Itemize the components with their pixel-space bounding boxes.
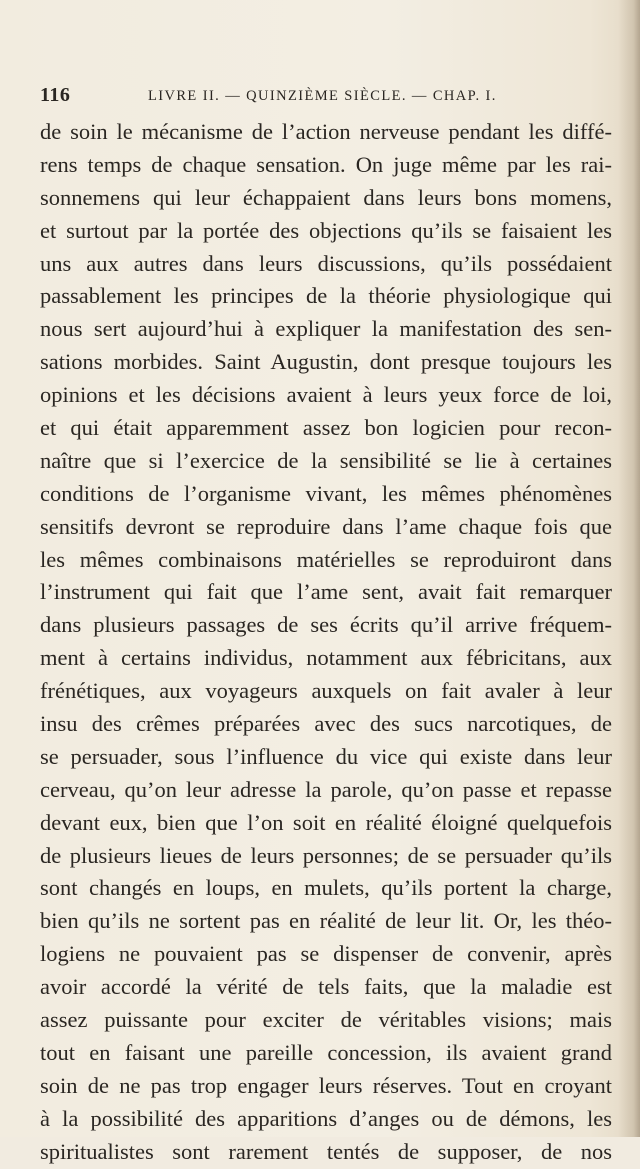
text-line: dans plusieurs passages de ses écrits qu’il arrive fréquem-	[40, 612, 612, 638]
page-number: 116	[40, 84, 71, 106]
chapter-header: LIVRE II. — QUINZIÈME SIÈCLE. — CHAP. I.	[148, 88, 497, 104]
text-line: uns aux autres dans leurs discussions, qu’ils possédaient	[40, 250, 612, 276]
page-edge-shadow	[618, 0, 640, 1137]
running-head	[40, 84, 612, 114]
text-line: nous sert aujourd’hui à expliquer la manifestation des sen-	[40, 316, 612, 342]
text-line: sations morbides. Saint Augustin, dont presque toujours les	[40, 349, 612, 375]
text-line: à la possibilité des apparitions d’anges ou de démons, les	[40, 1105, 612, 1131]
text-line: cerveau, qu’on leur adresse la parole, qu’on passe et repasse	[40, 776, 612, 802]
text-line: rens temps de chaque sensation. On juge même par les rai-	[40, 151, 612, 177]
text-line: frénétiques, aux voyageurs auxquels on fait avaler à leur	[40, 678, 612, 704]
text-line: spiritualistes sont rarement tentés de supposer, de nos	[40, 1138, 612, 1164]
text-line: bien qu’ils ne sortent pas en réalité de leur lit. Or, les théo-	[40, 908, 612, 934]
text-line: passablement les principes de la théorie physiologique qui	[40, 283, 612, 309]
text-line: opinions et les décisions avaient à leurs yeux force de loi,	[40, 382, 612, 408]
text-line: naître que si l’exercice de la sensibilité se lie à certaines	[40, 447, 612, 473]
text-line: et surtout par la portée des objections qu’ils se faisaient les	[40, 217, 612, 243]
body-text	[40, 116, 612, 1169]
text-line: et qui était apparemment assez bon logicien pour recon-	[40, 415, 612, 441]
text-line: soin de ne pas trop engager leurs réserves. Tout en croyant	[40, 1072, 612, 1098]
text-line: avoir accordé la vérité de tels faits, que la maladie est	[40, 974, 612, 1000]
text-line: de soin le mécanisme de l’action nerveuse pendant les diffé-	[40, 119, 612, 144]
text-line: l’instrument qui fait que l’ame sent, avait fait remarquer	[40, 579, 612, 605]
text-line: se persuader, sous l’influence du vice qui existe dans leur	[40, 743, 612, 769]
text-line: ment à certains individus, notamment aux fébricitans, aux	[40, 645, 612, 671]
text-line: devant eux, bien que l’on soit en réalité éloigné quelquefois	[40, 809, 612, 835]
text-line: sensitifs devront se reproduire dans l’ame chaque fois que	[40, 513, 612, 539]
text-line: conditions de l’organisme vivant, les mêmes phénomènes	[40, 480, 612, 506]
text-line: assez puissante pour exciter de véritables visions; mais	[40, 1007, 612, 1033]
text-line: de plusieurs lieues de leurs personnes; de se persuader qu’ils	[40, 842, 612, 868]
text-line: sont changés en loups, en mulets, qu’ils portent la charge,	[40, 875, 612, 901]
text-line: insu des crêmes préparées avec des sucs narcotiques, de	[40, 711, 612, 737]
text-line: logiens ne pouvaient pas se dispenser de convenir, après	[40, 941, 612, 967]
text-line: tout en faisant une pareille concession, ils avaient grand	[40, 1039, 612, 1065]
text-line: les mêmes combinaisons matérielles se reproduiront dans	[40, 546, 612, 572]
text-line: sonnemens qui leur échappaient dans leurs bons momens,	[40, 184, 612, 210]
